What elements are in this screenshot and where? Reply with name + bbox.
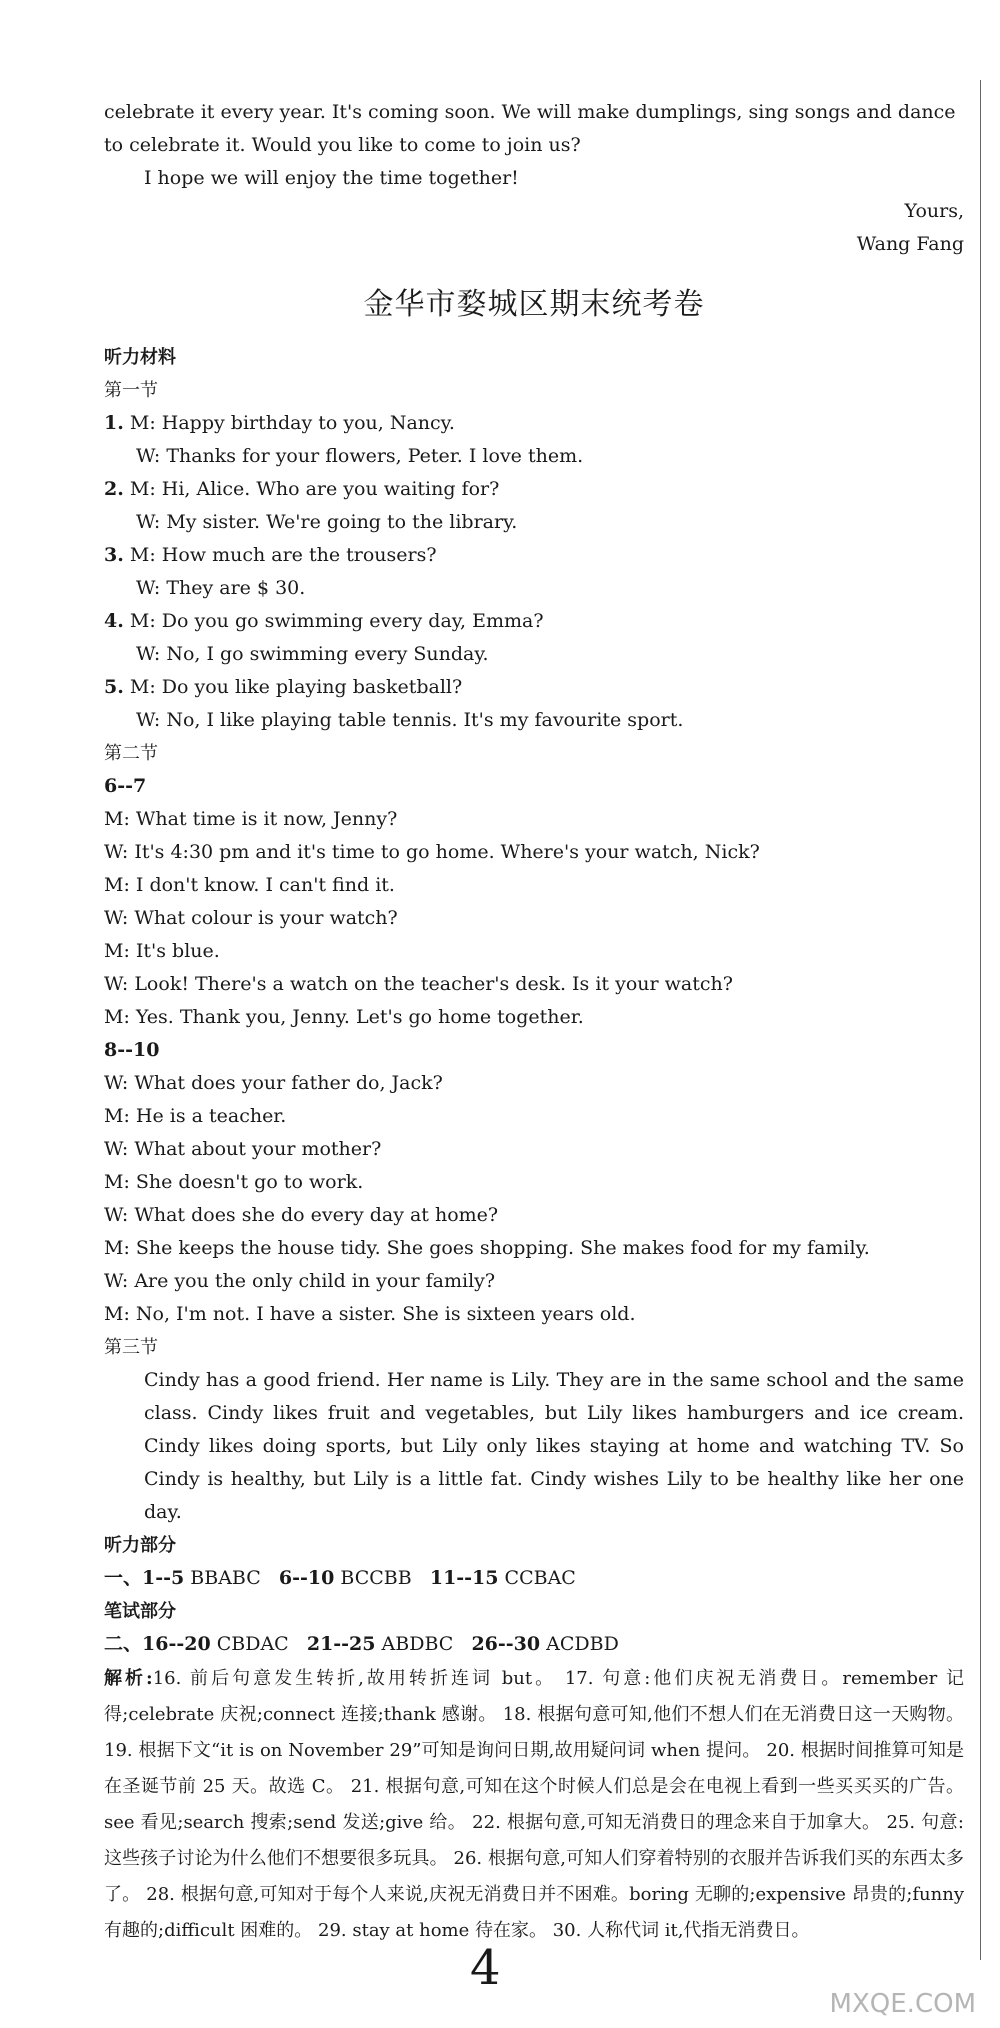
- dialogue-line: W: What about your mother?: [104, 1138, 382, 1160]
- dialogue-line: W: They are $ 30.: [136, 577, 306, 599]
- dialogue-line: W: My sister. We're going to the library.: [136, 511, 518, 533]
- part-label: 第一节: [104, 380, 158, 401]
- answer-line-written: 二、16--20 CBDAC 21--25 ABDBC 26--30 ACDBD: [104, 1633, 619, 1655]
- dialogue-line: 1. M: Happy birthday to you, Nancy.: [104, 412, 455, 434]
- dialogue-line: W: Look! There's a watch on the teacher's desk. Is it your watch?: [104, 973, 733, 995]
- question-range: 8--10: [104, 1039, 160, 1061]
- part-label: 第三节: [104, 1337, 158, 1358]
- document-body: [104, 96, 964, 1949]
- dialogue-line: W: Are you the only child in your family?: [104, 1270, 496, 1292]
- dialogue-line: W: What does she do every day at home?: [104, 1204, 499, 1226]
- letter-signature: Wang Fang: [856, 233, 964, 255]
- letter-line: I hope we will enjoy the time together!: [144, 167, 519, 189]
- page-number: 4: [470, 1940, 501, 1996]
- passage: Cindy has a good friend. Her name is Lily. They are in the same school and the same class. Cindy likes fruit and vegetables, but Lily likes hamburgers and ice cream. Cindy likes doing sports, but Lily only likes staying at home and watching TV. So Cindy is healthy, but Lily is a little fat. Cindy wishes Lily to be healthy like her one day.: [144, 1369, 964, 1523]
- dialogue-group-8-10: [104, 1067, 964, 1331]
- watermark-text: MXQE.COM: [829, 1989, 976, 2019]
- dialogue-line: W: No, I go swimming every Sunday.: [136, 643, 489, 665]
- dialogue-line: M: She keeps the house tidy. She goes shopping. She makes food for my family.: [104, 1237, 870, 1259]
- dialogue-line: 4. M: Do you go swimming every day, Emma?: [104, 610, 544, 632]
- binding-margin-rail: [974, 80, 988, 1960]
- letter-closing: Yours,: [904, 200, 964, 222]
- dialogue-line: M: He is a teacher.: [104, 1105, 287, 1127]
- dialogue-line: W: What colour is your watch?: [104, 907, 398, 929]
- dialogue-line: W: Thanks for your flowers, Peter. I love them.: [136, 445, 584, 467]
- question-range: 6--7: [104, 775, 147, 797]
- dialogue-line: 3. M: How much are the trousers?: [104, 544, 437, 566]
- dialogue-line: M: Yes. Thank you, Jenny. Let's go home together.: [104, 1006, 584, 1028]
- dialogue-line: M: She doesn't go to work.: [104, 1171, 364, 1193]
- letter-line: to celebrate it. Would you like to come to join us?: [104, 134, 581, 156]
- watermark-logo-icon: [726, 1952, 986, 2022]
- part1-items: [104, 407, 964, 737]
- dialogue-line: W: It's 4:30 pm and it's time to go home. Where's your watch, Nick?: [104, 841, 760, 863]
- section-heading-listening: 听力部分: [104, 1535, 176, 1556]
- part-label: 第二节: [104, 743, 158, 764]
- dialogue-line: M: I don't know. I can't find it.: [104, 874, 395, 896]
- dialogue-line: W: What does your father do, Jack?: [104, 1072, 443, 1094]
- dialogue-line: W: No, I like playing table tennis. It's my favourite sport.: [136, 709, 684, 731]
- dialogue-line: M: What time is it now, Jenny?: [104, 808, 398, 830]
- analysis-text: 解析:16. 前后句意发生转折,故用转折连词 but。 17. 句意:他们庆祝无消费日。remember 记得;celebrate 庆祝;connect 连接;thank 感谢。 18. 根据句意可知,他们不想人们在无消费日这一天购物。 19. 根据下文“it is on November 29”可知是询问日期,故用疑问词 when 提问。 20. 根据时间推算可知是在圣诞节前 25 天。故选 C。 21. 根据句意,可知在这个时候人们总是会在电视上看到一些买买买的广告。see 看见;search 搜索;send 发送;give 给。 22. 根据句意,可知无消费日的理念来自于加拿大。 25. 句意:这些孩子讨论为什么他们不想要很多玩具。 26. 根据句意,可知人们穿着特别的衣服并告诉我们买的东西太多了。 28. 根据句意,可知对于每个人来说,庆祝无消费日并不困难。boring 无聊的;expensive 昂贵的;funny 有趣的;difficult 困难的。 29. stay at home 待在家。 30. 人称代词 it,代指无消费日。: [104, 1668, 964, 1941]
- dialogue-line: M: It's blue.: [104, 940, 220, 962]
- section-heading-written: 笔试部分: [104, 1601, 176, 1622]
- exam-title: 金华市婺城区期末统考卷: [363, 287, 705, 322]
- dialogue-line: M: No, I'm not. I have a sister. She is sixteen years old.: [104, 1303, 636, 1325]
- section-heading-listening-material: 听力材料: [104, 347, 176, 368]
- dialogue-group-6-7: [104, 803, 964, 1034]
- dialogue-line: 5. M: Do you like playing basketball?: [104, 676, 463, 698]
- dialogue-line: 2. M: Hi, Alice. Who are you waiting for?: [104, 478, 500, 500]
- answer-line-listening: 一、1--5 BBABC 6--10 BCCBB 11--15 CCBAC: [104, 1567, 576, 1589]
- letter-line: celebrate it every year. It's coming soon. We will make dumplings, sing songs and dance: [104, 101, 956, 123]
